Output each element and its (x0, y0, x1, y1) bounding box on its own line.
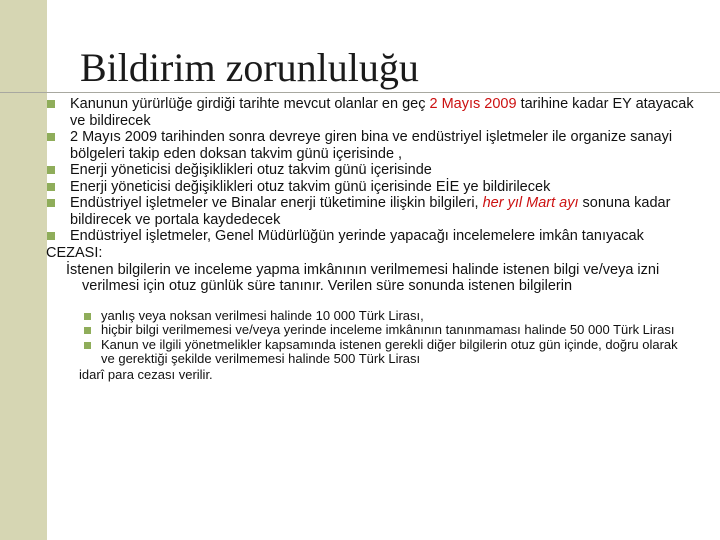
cezasi-heading: CEZASI: (46, 244, 103, 261)
square-bullet-icon (47, 199, 55, 207)
deadline-period: her yıl Mart ayı (482, 195, 579, 211)
bullet-text: tarihine kadar EY atayacak ve bildirecek (70, 96, 694, 129)
penalty-list (0, 309, 720, 367)
bullet-text: Enerji yöneticisi değişiklikleri otuz takvim günü içerisinde EİE ye bildirilecek (70, 178, 551, 195)
bullet-text: Enerji yöneticisi değişiklikleri otuz takvim günü içerisinde (70, 162, 432, 178)
square-bullet-icon (84, 313, 91, 320)
deadline-date: 2 Mayıs 2009 (429, 96, 517, 112)
square-bullet-icon (47, 133, 55, 141)
square-bullet-icon (84, 342, 91, 349)
bullet-item-5 (0, 195, 698, 228)
square-bullet-icon (47, 232, 55, 240)
title-divider-line (0, 92, 720, 93)
bullet-item-6 (0, 228, 698, 245)
square-bullet-icon (47, 100, 55, 108)
penalty-item-2 (0, 323, 686, 338)
penalty-text: Kanun ve ilgili yönetmelikler kapsamında istenen gerekli diğer bilgilerin otuz gün içinde, doğru olarak ve gerektiği şekilde verilmemesi halinde 500 Türk Lirası (101, 336, 678, 366)
penalty-text: hiçbir bilgi verilmemesi ve/veya yerinde inceleme imkânının tanınmaması halinde 50 000 Türk Lirası (101, 322, 675, 337)
penalty-item-1 (0, 309, 686, 324)
bullet-text: Endüstriyel işletmeler ve Binalar enerji tüketimine ilişkin bilgileri, (70, 195, 483, 211)
bullet-item-3 (0, 162, 698, 179)
slide-body (0, 96, 720, 383)
penalty-item-3 (0, 338, 686, 367)
square-bullet-icon (47, 183, 55, 191)
administrative-fine-note: idarî para cezası verilir. (79, 366, 213, 382)
cezasi-paragraph: İstenen bilgilerin ve inceleme yapma imkânının verilmemesi halinde istenen bilgi ve/veya izni verilmesi için otuz günlük süre tanınır. Verilen süre sonunda istenen bilgilerin (66, 261, 660, 294)
square-bullet-icon (84, 327, 91, 334)
bullet-text: Endüstriyel işletmeler, Genel Müdürlüğün yerinde yapacağı incelemelere imkân tanıyacak (70, 228, 644, 244)
slide-title: Bildirim zorunluluğu (80, 45, 419, 90)
bullet-item-4 (0, 179, 698, 196)
bullet-item-2 (0, 129, 698, 162)
penalty-text: yanlış veya noksan verilmesi halinde 10 000 Türk Lirası, (101, 307, 424, 323)
square-bullet-icon (47, 166, 55, 174)
bullet-text: 2 Mayıs 2009 tarihinden sonra devreye giren bina ve endüstriyel işletmeler ile organize sanayi bölgeleri takip eden doksan takvim günü içerisinde , (70, 129, 673, 162)
bullet-text: sonuna kadar bildirecek ve portala kaydedecek (70, 195, 671, 228)
bullet-item-1 (0, 96, 698, 129)
bullet-text: Kanunun yürürlüğe girdiği tarihte mevcut olanlar en geç (70, 96, 430, 112)
